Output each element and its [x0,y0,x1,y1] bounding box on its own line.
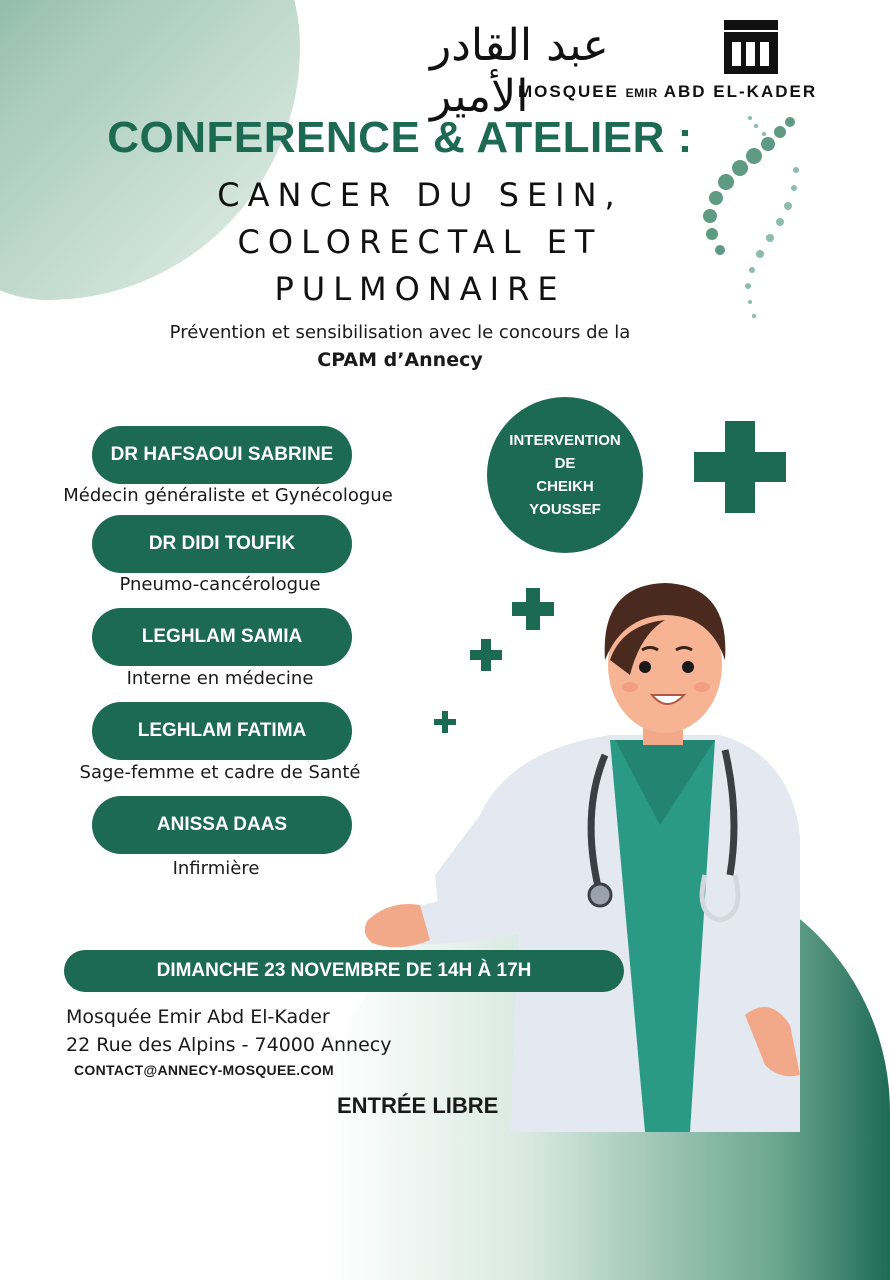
entry-info: ENTRÉE LIBRE [337,1093,499,1118]
event-date-banner: DIMANCHE 23 NOVEMBRE DE 14H À 17H [64,950,624,992]
venue-name: Mosquée Emir Abd El-Kader [66,1006,330,1028]
logo-caption-main: MOSQUEE [518,82,619,101]
logo-caption-small: EMIR [625,86,658,100]
mosque-logo-icon [722,18,780,76]
subtitle-line: PULMONAIRE [274,270,566,308]
mosque-logo [430,18,818,122]
speaker-role: Médecin généraliste et Gynécologue [63,485,393,506]
speaker-role: Sage-femme et cadre de Santé [79,762,361,783]
intervention-line: DE [554,455,576,472]
intervention-line: YOUSSEF [529,501,601,518]
contact-email[interactable]: CONTACT@ANNECY-MOSQUEE.COM [74,1062,334,1078]
speaker-badge: LEGHLAM FATIMA [92,702,352,760]
speaker-badge: ANISSA DAAS [92,796,352,854]
logo-arabic-text: عبد القادر الأمير [430,20,609,122]
prevention-text: Prévention et sensibilisation avec le concours de la [169,322,631,343]
page-title: CONFERENCE & ATELIER : [107,113,693,162]
doctor-illustration [360,575,800,1132]
speaker-role: Infirmière [172,858,260,879]
intervention-badge [487,397,643,553]
venue-address: 22 Rue des Alpins - 74000 Annecy [66,1034,392,1056]
plus-icon [694,421,786,513]
speaker-badge: DR DIDI TOUFIK [92,515,352,573]
speaker-role: Interne en médecine [126,668,314,689]
logo-caption [518,82,817,102]
subtitle-line: COLORECTAL ET [237,223,603,261]
logo-caption-end: ABD EL-KADER [663,82,818,101]
subtitle [0,172,840,313]
intervention-line: INTERVENTION [509,432,621,449]
speaker-badge: DR HAFSAOUI SABRINE [92,426,352,484]
speaker-badge: LEGHLAM SAMIA [92,608,352,666]
subtitle-line: CANCER DU SEIN, [217,176,623,214]
partner-name: CPAM d’Annecy [317,349,483,371]
speaker-role: Pneumo-cancérologue [119,574,321,595]
intervention-line: CHEIKH [536,478,594,495]
